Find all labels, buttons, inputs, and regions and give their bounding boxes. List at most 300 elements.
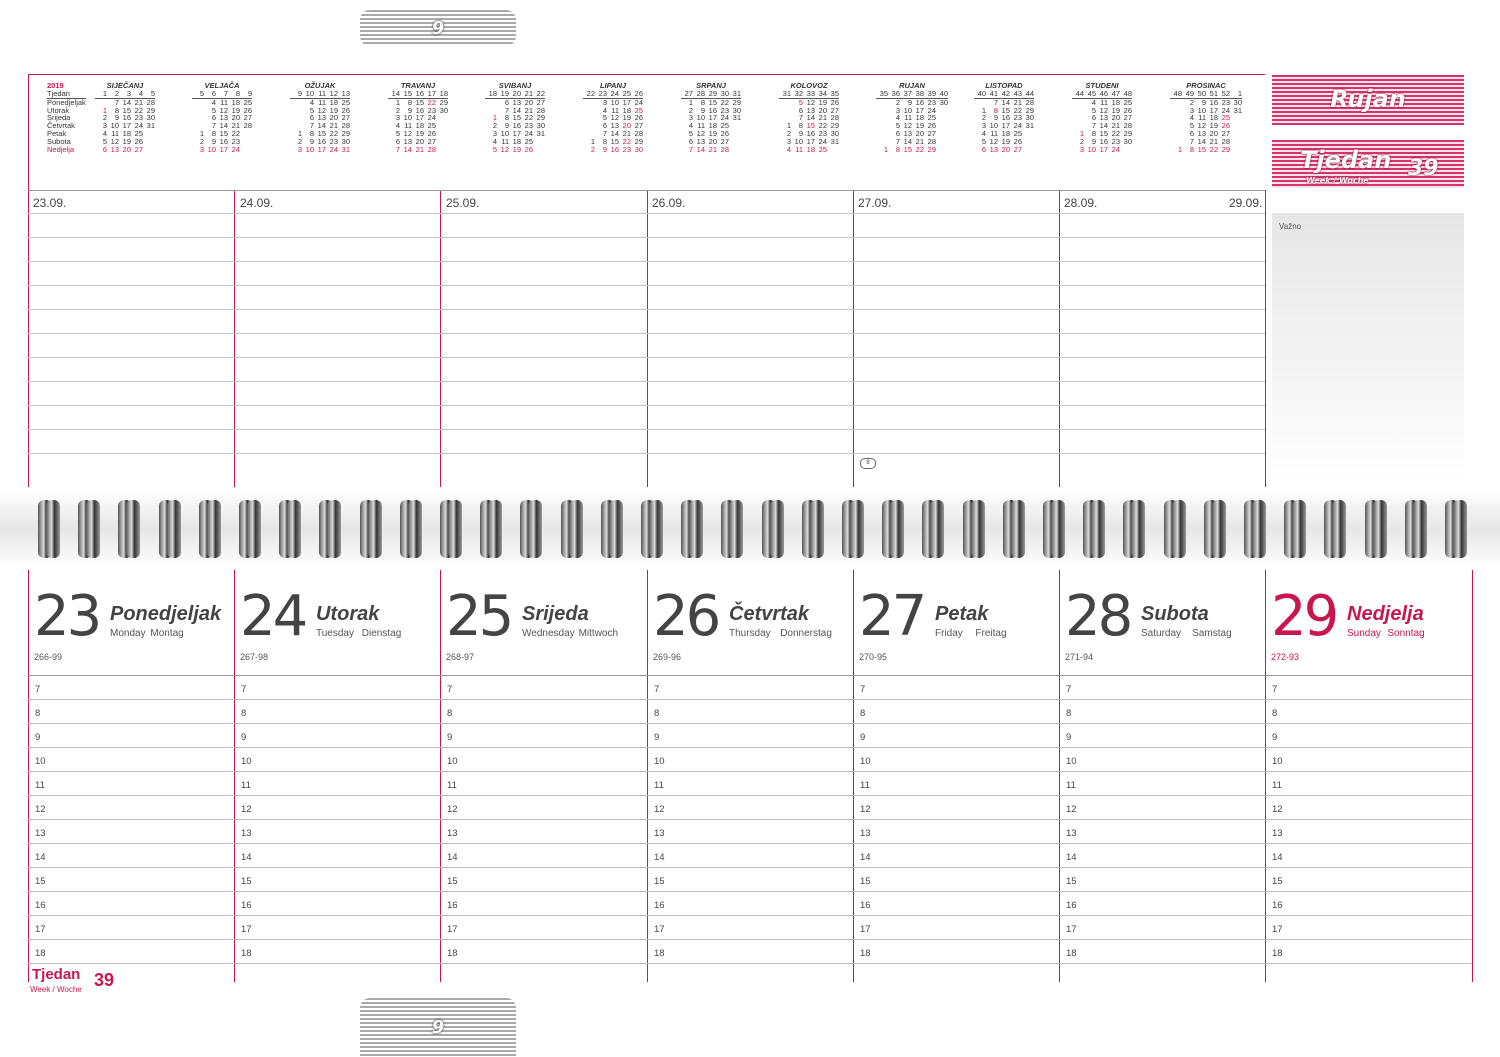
mini-day: 17: [806, 136, 815, 146]
mini-day: 10: [1197, 105, 1206, 115]
left-border: [28, 74, 29, 192]
hour-label: 18: [447, 948, 458, 959]
upper-row-line: [28, 285, 1265, 286]
page-tab-bottom-label: 9: [431, 1016, 445, 1038]
mini-day: [1170, 98, 1182, 106]
hour-label: 17: [35, 924, 46, 935]
mini-day: 2: [102, 113, 107, 123]
mini-day: 30: [830, 128, 839, 138]
mini-week-number: 22: [533, 90, 545, 98]
hour-line[interactable]: [28, 699, 1472, 700]
mini-day: 21: [915, 136, 924, 146]
mini-day: 10: [696, 113, 705, 123]
mini-week-number: 52: [1218, 90, 1230, 98]
mini-day: 22: [818, 121, 827, 131]
mini-day: 8: [1091, 128, 1096, 138]
mini-day: 24: [927, 105, 936, 115]
mini-day: 13: [1099, 113, 1108, 123]
mini-month-name: STUDENI: [1085, 81, 1119, 90]
hour-label: 16: [654, 900, 665, 911]
hour-label: 14: [860, 852, 871, 863]
mini-day: 5: [395, 128, 400, 138]
upper-date: 24.09.: [240, 196, 274, 210]
mini-week-number: 20: [509, 90, 521, 98]
mini-day: [1072, 114, 1084, 122]
mini-day: 12: [110, 136, 119, 146]
upper-row-line: [28, 309, 1265, 310]
mini-day: 28: [1123, 121, 1132, 131]
mini-month-name: RUJAN: [899, 81, 925, 90]
mini-day: 10: [500, 128, 509, 138]
mini-day: 31: [536, 128, 545, 138]
mini-day: 7: [1091, 121, 1096, 131]
hour-line[interactable]: [28, 747, 1472, 748]
mini-day: 30: [634, 144, 643, 154]
mini-day: 17: [1209, 105, 1218, 115]
mini-day-label: Nedjelja: [47, 144, 75, 154]
mini-day: 31: [341, 144, 350, 154]
mini-week-number: 37: [900, 90, 912, 98]
mini-day: [192, 98, 204, 106]
mini-day: 19: [122, 136, 131, 146]
mini-day: 23: [329, 136, 338, 146]
mini-day: 3: [602, 97, 607, 107]
mini-month: [681, 82, 741, 153]
mini-day: 3: [688, 113, 693, 123]
mini-day: 13: [317, 113, 326, 123]
mini-day: 4: [395, 121, 400, 131]
mini-day: 7: [895, 136, 900, 146]
mini-day: 5: [1091, 105, 1096, 115]
mini-day: 6: [895, 128, 900, 138]
mini-day: 2: [895, 97, 900, 107]
mini-day: 20: [708, 136, 717, 146]
mini-day: 12: [610, 113, 619, 123]
hour-label: 10: [1066, 756, 1077, 767]
mini-day: 14: [1197, 136, 1206, 146]
mini-week-number: 47: [1108, 90, 1120, 98]
mini-day: 18: [1111, 97, 1120, 107]
spiral-ring: [729, 500, 743, 558]
hour-line[interactable]: [28, 963, 1472, 964]
spiral-ring: [689, 500, 703, 558]
hour-label: 9: [1066, 732, 1072, 743]
hour-label: 13: [860, 828, 871, 839]
mini-day: 9: [1091, 136, 1096, 146]
mini-day: 3: [395, 113, 400, 123]
mini-day: 19: [415, 128, 424, 138]
mini-day: 26: [1013, 136, 1022, 146]
mini-day: 4: [786, 144, 791, 154]
hour-label: 7: [860, 684, 866, 695]
mini-day: 29: [634, 136, 643, 146]
mini-day: 31: [732, 113, 741, 123]
day-column-divider: [28, 570, 29, 982]
mini-month-name: SRPANJ: [696, 81, 726, 90]
mini-day: 2: [981, 113, 986, 123]
mini-day: 10: [989, 121, 998, 131]
spiral-ring: [890, 500, 904, 558]
page-tab-top-label: 9: [431, 17, 445, 39]
mini-day: 8: [798, 121, 803, 131]
hour-label: 7: [241, 684, 247, 695]
mini-day: 15: [903, 144, 912, 154]
mini-day: 30: [939, 97, 948, 107]
hour-label: 12: [35, 804, 46, 815]
notes-box[interactable]: [1272, 213, 1464, 485]
mini-day: 27: [830, 105, 839, 115]
upper-row-line: [28, 261, 1265, 262]
mini-month: [290, 82, 350, 153]
mini-day: 17: [415, 113, 424, 123]
day-number: 24: [240, 584, 306, 649]
spiral-ring: [850, 500, 864, 558]
mini-day: 5: [688, 128, 693, 138]
mini-day: 14: [696, 144, 705, 154]
hour-label: 8: [860, 708, 866, 719]
mini-day: [936, 114, 948, 122]
mini-day: 14: [806, 113, 815, 123]
upper-date: 25.09.: [446, 196, 480, 210]
mini-day: 4: [895, 113, 900, 123]
mini-week-number: 48: [1120, 90, 1132, 98]
mini-day: 9: [504, 121, 509, 131]
mini-day: 18: [806, 144, 815, 154]
month-banner: [1272, 75, 1464, 125]
mini-day: 1: [199, 128, 204, 138]
hour-label: 8: [241, 708, 247, 719]
hour-label: 12: [241, 804, 252, 815]
mini-week-number: 11: [314, 90, 326, 98]
mini-day: 10: [110, 121, 119, 131]
mini-day: 18: [1001, 128, 1010, 138]
mini-day: [779, 107, 791, 115]
hour-label: 10: [447, 756, 458, 767]
mini-day: 7: [1189, 136, 1194, 146]
mini-day: 1: [492, 113, 497, 123]
upper-row-line: [28, 357, 1265, 358]
spiral-binding: [0, 490, 1500, 568]
mini-day: 27: [720, 136, 729, 146]
mini-week-number: 28: [693, 90, 705, 98]
mini-day: 25: [927, 113, 936, 123]
mini-day: [583, 122, 595, 130]
mini-day: 28: [427, 144, 436, 154]
mini-day: 23: [427, 105, 436, 115]
hour-line[interactable]: [28, 819, 1472, 820]
mini-day: 23: [622, 144, 631, 154]
mini-day: 23: [927, 97, 936, 107]
hour-line[interactable]: [28, 891, 1472, 892]
mini-week-number: 29: [705, 90, 717, 98]
mini-day: 20: [1111, 113, 1120, 123]
mini-day: 8: [407, 97, 412, 107]
mini-day: 19: [231, 105, 240, 115]
mini-day: 25: [720, 121, 729, 131]
mini-day: 12: [500, 144, 509, 154]
mini-day: 16: [1209, 97, 1218, 107]
mini-day: 15: [1197, 144, 1206, 154]
spiral-ring: [368, 500, 382, 558]
mini-day: 25: [243, 97, 252, 107]
mini-day: 27: [536, 97, 545, 107]
mini-day: 30: [146, 113, 155, 123]
hour-label: 10: [654, 756, 665, 767]
mini-day: 14: [512, 105, 521, 115]
mini-day: 22: [427, 97, 436, 107]
day-number: 29: [1271, 584, 1337, 649]
mini-day: 9: [114, 113, 119, 123]
mini-day: [192, 114, 204, 122]
mini-day: [1230, 146, 1242, 154]
hour-label: 15: [447, 876, 458, 887]
spiral-ring: [609, 500, 623, 558]
hour-label: 12: [654, 804, 665, 815]
day-column-divider: [647, 570, 648, 982]
mini-day: 17: [317, 144, 326, 154]
mini-week-number: 31: [729, 90, 741, 98]
mini-day: 28: [1025, 97, 1034, 107]
mini-day: 21: [818, 113, 827, 123]
hour-line[interactable]: [28, 867, 1472, 868]
mini-day: 25: [634, 105, 643, 115]
mini-week-number: 2: [107, 90, 119, 98]
mini-day: 8: [993, 105, 998, 115]
spiral-ring: [1292, 500, 1306, 558]
mini-day: 29: [1025, 105, 1034, 115]
upper-column-divider: [853, 190, 854, 487]
hour-label: 17: [1272, 924, 1283, 935]
mini-month: [779, 82, 839, 153]
mini-day: 21: [622, 128, 631, 138]
mini-day: 11: [220, 97, 228, 107]
mini-day: 27: [134, 144, 143, 154]
page-tab-top[interactable]: [360, 10, 516, 46]
mini-day: 19: [622, 113, 631, 123]
mini-day: 24: [427, 113, 436, 123]
mini-day: [436, 114, 448, 122]
mini-day: 24: [329, 144, 338, 154]
hour-label: 18: [1272, 948, 1283, 959]
spiral-ring: [569, 500, 583, 558]
mini-week-number: 33: [803, 90, 815, 98]
day-name: Subota: [1141, 603, 1209, 625]
mini-day: 24: [720, 113, 729, 123]
day-name-en: Sunday: [1347, 628, 1381, 639]
hour-label: 12: [1272, 804, 1283, 815]
mini-day: 1: [883, 144, 888, 154]
upper-row-line: [28, 405, 1265, 406]
mini-week-number: 13: [338, 90, 350, 98]
mini-day: 1: [786, 121, 791, 131]
day-count: 272-93: [1271, 652, 1300, 662]
mini-day: 10: [207, 144, 216, 154]
mini-week-number: 5: [192, 90, 204, 98]
mini-month-name: TRAVANJ: [400, 81, 436, 90]
mini-day: 15: [1001, 105, 1010, 115]
mini-day: 15: [219, 128, 228, 138]
spiral-ring: [167, 500, 181, 558]
mini-day: 2: [1079, 136, 1084, 146]
hour-label: 16: [447, 900, 458, 911]
hour-line[interactable]: [28, 795, 1472, 796]
hour-label: 15: [860, 876, 871, 887]
mini-year: 2019: [47, 81, 64, 90]
hour-label: 16: [1066, 900, 1077, 911]
mini-day: 26: [1123, 105, 1132, 115]
mini-day: 23: [818, 128, 827, 138]
mini-day: 8: [211, 128, 216, 138]
day-count: 269-96: [653, 652, 682, 662]
spiral-ring: [488, 500, 502, 558]
mini-day: 17: [219, 144, 228, 154]
mini-day: 16: [1099, 136, 1108, 146]
mini-day: 6: [504, 97, 509, 107]
mini-week-number: 3: [119, 90, 131, 98]
hour-label: 11: [1272, 780, 1282, 791]
mini-day: [827, 146, 839, 154]
mini-day: 9: [700, 105, 705, 115]
mini-day: 16: [512, 121, 521, 131]
hour-label: 11: [1066, 780, 1076, 791]
mini-day: 18: [512, 136, 521, 146]
day-name: Ponedjeljak: [110, 603, 222, 625]
spiral-ring: [247, 500, 261, 558]
mini-day: [533, 138, 545, 146]
mini-day: 29: [830, 121, 839, 131]
hour-label: 12: [1066, 804, 1077, 815]
hour-label: 9: [860, 732, 866, 743]
hour-label: 7: [35, 684, 41, 695]
mini-day: [1230, 122, 1242, 130]
mini-day: 7: [395, 144, 400, 154]
hour-label: 8: [654, 708, 660, 719]
mini-week-number: 48: [1170, 90, 1182, 98]
hour-line[interactable]: [28, 915, 1472, 916]
mini-week-number: 9: [240, 90, 252, 98]
hour-label: 14: [1066, 852, 1077, 863]
mini-day: 29: [536, 113, 545, 123]
mini-day: 17: [708, 113, 717, 123]
mini-day: [876, 130, 888, 138]
mini-week-number: 18: [485, 90, 497, 98]
mini-day: 28: [830, 113, 839, 123]
mini-day: [876, 98, 888, 106]
mini-day: 16: [415, 105, 424, 115]
hour-line[interactable]: [28, 771, 1472, 772]
mini-day: [583, 98, 595, 106]
mini-day: 5: [602, 113, 607, 123]
hour-line[interactable]: [28, 939, 1472, 940]
mini-day: [876, 122, 888, 130]
mini-day: 3: [1189, 105, 1194, 115]
day-column-divider: [234, 570, 235, 982]
mini-day: 6: [602, 121, 607, 131]
week-banner: [1272, 140, 1464, 188]
mini-day: 4: [211, 97, 216, 107]
day-column-divider: [853, 570, 854, 982]
mini-day: 5: [102, 136, 107, 146]
mini-day: 14: [317, 121, 326, 131]
mini-day: 26: [134, 136, 143, 146]
mini-day: 20: [1001, 144, 1010, 154]
mini-day: [240, 138, 252, 146]
mini-week-number: 26: [631, 90, 643, 98]
mini-day: 17: [512, 128, 521, 138]
mini-day: 21: [1209, 136, 1218, 146]
spiral-ring: [408, 500, 422, 558]
hour-line[interactable]: [28, 723, 1472, 724]
mini-day: [1022, 130, 1034, 138]
hour-line[interactable]: [28, 843, 1472, 844]
mini-day: [729, 122, 741, 130]
mini-week-number: 34: [815, 90, 827, 98]
day-count: 270-95: [859, 652, 888, 662]
day-count: 268-97: [446, 652, 475, 662]
mini-day: 24: [1013, 121, 1022, 131]
mini-day: 28: [1221, 136, 1230, 146]
spiral-ring: [1252, 500, 1266, 558]
mini-day: 22: [231, 128, 240, 138]
mini-day: 18: [622, 105, 631, 115]
hour-label: 9: [447, 732, 453, 743]
hour-label: 16: [35, 900, 46, 911]
mini-day: 6: [395, 136, 400, 146]
spiral-ring: [1373, 500, 1387, 558]
mini-day: 29: [1221, 144, 1230, 154]
mini-day: 28: [634, 128, 643, 138]
day-count: 271-94: [1065, 652, 1094, 662]
hour-label: 8: [1066, 708, 1072, 719]
mini-day: [1072, 107, 1084, 115]
hour-label: 15: [1272, 876, 1283, 887]
hour-label: 7: [654, 684, 660, 695]
spiral-ring: [1453, 500, 1467, 558]
hour-label: 14: [654, 852, 665, 863]
upper-date: 29.09.: [1229, 196, 1263, 210]
hour-label: 16: [860, 900, 871, 911]
mini-day: 3: [492, 128, 497, 138]
hour-label: 10: [860, 756, 871, 767]
spiral-ring: [528, 500, 542, 558]
mini-day: 12: [403, 128, 412, 138]
mini-day: 13: [512, 97, 521, 107]
hour-label: 14: [1272, 852, 1283, 863]
mini-day: 2: [688, 105, 693, 115]
mini-day-label: Srijeda: [47, 113, 71, 123]
mini-day: 16: [708, 105, 717, 115]
mini-day: 14: [219, 121, 228, 131]
hour-label: 15: [35, 876, 46, 887]
mini-day: 13: [989, 144, 998, 154]
page-tab-bottom[interactable]: [360, 998, 516, 1056]
mini-day: 1: [1177, 144, 1182, 154]
hour-label: 9: [35, 732, 41, 743]
mini-week-number: 41: [986, 90, 998, 98]
mini-day: 17: [622, 97, 631, 107]
hour-label: 18: [860, 948, 871, 959]
mini-day: 21: [329, 121, 338, 131]
mini-day: 18: [915, 113, 924, 123]
upper-column-divider: [1265, 190, 1266, 487]
mini-day: 5: [1189, 121, 1194, 131]
mini-day: 11: [404, 121, 412, 131]
mini-day: 1: [981, 105, 986, 115]
day-name: Petak: [935, 603, 989, 625]
mini-day: 24: [1111, 144, 1120, 154]
mini-week-number: 36: [888, 90, 900, 98]
mini-day: [485, 98, 497, 106]
